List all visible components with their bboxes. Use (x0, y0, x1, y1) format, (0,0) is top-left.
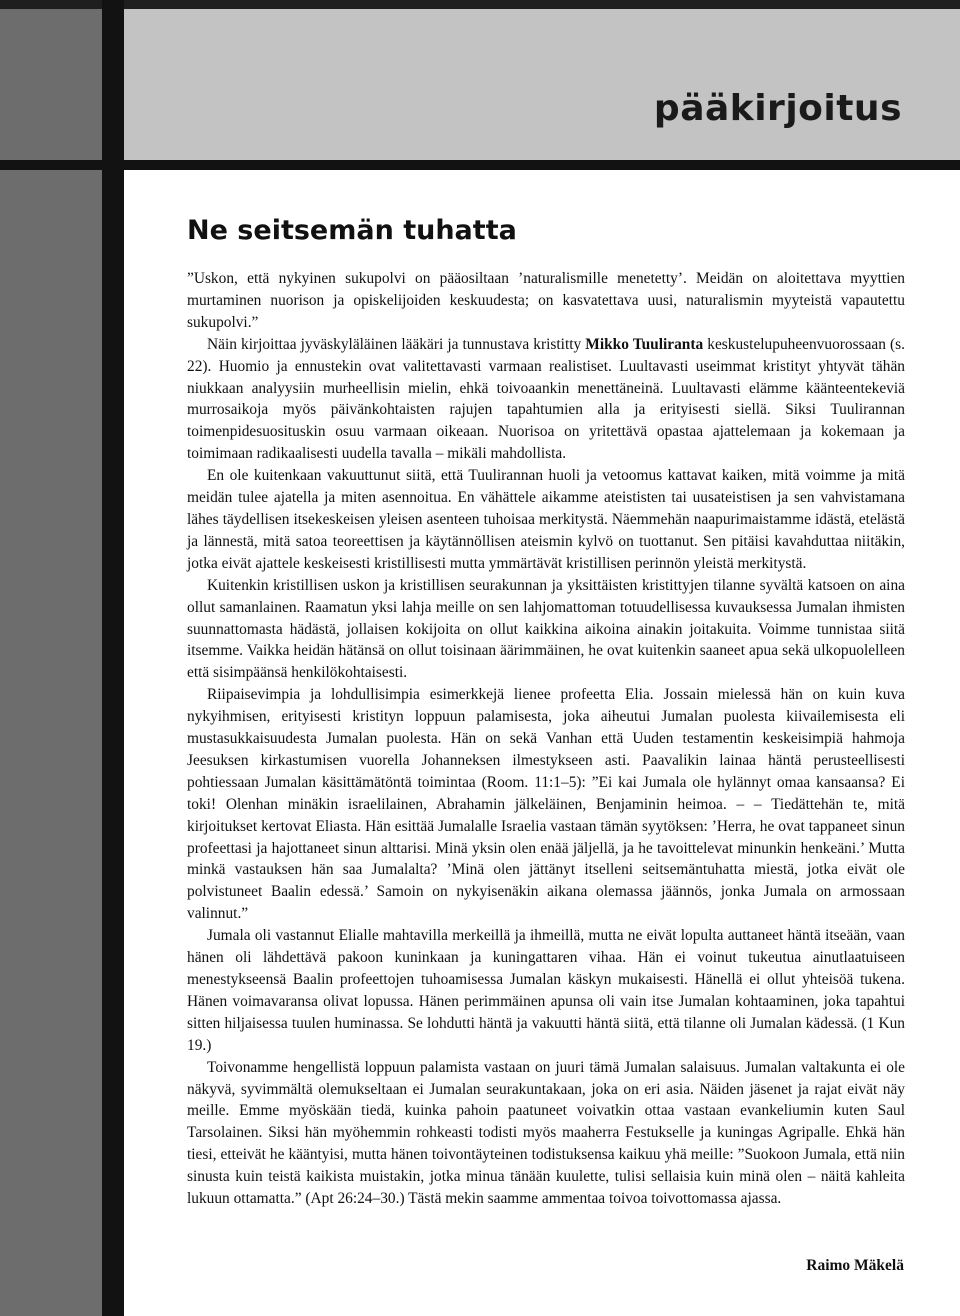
paragraph-2-lead: Näin kirjoittaa jyväskyläläinen lääkäri ja tunnustava kristitty (207, 335, 586, 353)
horizontal-rule (0, 160, 960, 170)
article-body (187, 268, 905, 1210)
header-band (0, 0, 960, 162)
left-margin-band (0, 0, 102, 1316)
section-label: pääkirjoitus (653, 88, 902, 129)
person-name: Mikko Tuuliranta (585, 335, 704, 353)
article-headline: Ne seitsemän tuhatta (187, 215, 517, 246)
article-paragraph-2 (187, 334, 905, 465)
vertical-rule (102, 0, 124, 1316)
top-rule (0, 0, 960, 9)
article-paragraph-3: En ole kuitenkaan vakuuttunut siitä, että Tuulirannan huoli ja vetoomus kattavat kaiken, mitä voimme ja mitä meidän tulee ajatella ja miten asennoitua. En vähättele aikamme ateististen tai uusateistisen ja sen vahvistamana lähes täydellisen itsekeskeisen yleisen asenteen tuhoisaa merkitystä. Näemmehän naapurimaistamme idästä, etelästä ja lännestä, mitä satoa teoreettisen ja käytännöllisen ateismin kylvö on tuottanut. Sen pitäisi kavahduttaa niitäkin, jotka eivät ajattele keskeisesti kristillisesti mutta ymmärtävät kristillisen perinnön yleistä merkitystä. (187, 467, 905, 572)
article-paragraph-1: ”Uskon, että nykyinen sukupolvi on pääosiltaan ’naturalismille menetetty’. Meidän on aloitettava myyttien murtaminen nuorison ja opiskelijoiden keskuudesta; on kasvatettava uusi, naturalismin myyteistä vapautettu sukupolvi.” (187, 270, 905, 331)
author-signature: Raimo Mäkelä (806, 1257, 904, 1274)
article-paragraph-4: Kuitenkin kristillisen uskon ja kristillisen seurakunnan ja yksittäisten kristittyjen tilanne syvältä katsoen on aina ollut samanlainen. Raamatun yksi lahja meille on sen lahjomattoman totuudellisessa kuvauksessa Jumalan ihmisten suunnattomasta hädästä, jollaisen kokijoita on ollut kaikkina aikoina ainakin joitakuita. Voimme tunnistaa siitä itsemme. Vaikka heidän hätänsä on ollut toisinaan äärimmäinen, he ovat kuitenkin saaneet apua sekä ulkopuolelleen että sisimpäänsä henkilökohtaisesti. (187, 576, 905, 682)
paragraph-2-rest: keskustelupuheenvuorossaan (s. 22). Huomio ja ennustekin ovat valitettavasti varmaan realistiset. Luultavasti useimmat kristityt yhtyvät tähän niukkaan analyysiin murheellisin mielin, ehkä toivoaankin menettäneinä. Luultavasti elämme käänteentekeviä murrosaikoja myös päivänkohtaisten rajujen tapahtumien alla ja erityisesti siellä. Siksi Tuulirannan toimenpidesuosituskin osuu varmaan oikeaan. Nuorisoa on yritettävä opastaa ajattelemaan ja kokemaan ja toimimaan radikaalisesti uudella tavalla – mikäli mahdollista. (187, 335, 905, 463)
article-paragraph-6: Jumala oli vastannut Elialle mahtavilla merkeillä ja ihmeillä, mutta ne eivät lopulta auttaneet häntä itseään, vaan hänen oli lähdettävä pakoon kuninkaan ja kuningattaren vihaa. Hän ei voinut tukeutua ainutlaatuiseen menestykseensä Baalin profeettojen tuhoamisessa Jumalan käskyn mukaisesti. Hänellä ei ollut yhteisöä tukena. Hänen voimavaransa olivat lopussa. Hänen perimmäinen apunsa oli vain itse Jumalan kohtaaminen, joka tapahtui sitten hiljaisessa tuulen huminassa. Se lohdutti häntä ja vakuutti häntä siitä, että tilanne oli Jumalan kädessä. (1 Kun 19.) (187, 927, 905, 1054)
article-paragraph-5: Riipaisevimpia ja lohdullisimpia esimerkkejä lienee profeetta Elia. Jossain mielessä hän on kuin kuva nykyihmisen, erityisesti kristityn loppuun palamisesta, joka aiheutui Jumalan puolesta kiivailemisesta eli mustasukkaisuudesta Jumalan puolesta. Hän on sekä Vanhan että Uuden testamentin keskeisimpiä hahmoja Jeesuksen kirkastumisen vuorella Johanneksen ilmestykseen asti. Paavalikin lainaa häntä perusteellisesti pohtiessaan Jumalan käsittämätöntä toimintaa (Room. 11:1–5): ”Ei kai Jumala ole hylännyt omaa kansaansa? Ei toki! Olenhan minäkin israelilainen, Abrahamin jälkeläinen, Benjaminin heimoa. – – Tiedättehän te, mitä kirjoitukset kertovat Eliasta. Hän esittää Jumalalle Israelia vastaan tämän syytöksen: ’Herra, he ovat tappaneet sinun profeettasi ja hajottaneet sinun alttarisi. Minä yksin olen enää jäljellä, ja he tavoittelevat minunkin henkeäni.’ Mutta minkä vastauksen hän saa Jumalalta? ’Minä olen jättänyt itselleni seitsemäntuhatta miestä, jotka eivät ole polvistuneet Baalin edessä.’ Samoin on nykyisenäkin aikana olemassa jäännös, jonka Jumala on armossaan valinnut.” (187, 686, 905, 923)
article-paragraph-7: Toivonamme hengellistä loppuun palamista vastaan on juuri tämä Jumalan salaisuus. Jumalan valtakunta ei ole näkyvä, syvimmältä olemukseltaan ei Jumalan seurakuntakaan, joka on eri asia. Näiden jäsenet ja rajat eivät näy meille. Emme myöskään tiedä, kuinka pahoin paatuneet voivatkin ottaa vastaan evankeliumin kuten Saul Tarsolainen. Siksi hän myöhemmin rohkeasti todisti myös maaherra Festukselle ja kuningas Agripalle. Ehkä hän tiesi, etteivät he kääntyisi, mutta hänen toivontäyteinen todistuksensa kaikuu yhä meille: ”Suokoon Jumala, että niin sinusta kuin teistä kaikista muistakin, jotka minua tänään kuulette, tulisi sellaisia kuin minä olen – näitä kahleita lukuun ottamatta.” (Apt 26:24–30.) Tästä mekin saamme ammentaa toivoa toivottomassa ajassa. (187, 1058, 905, 1208)
